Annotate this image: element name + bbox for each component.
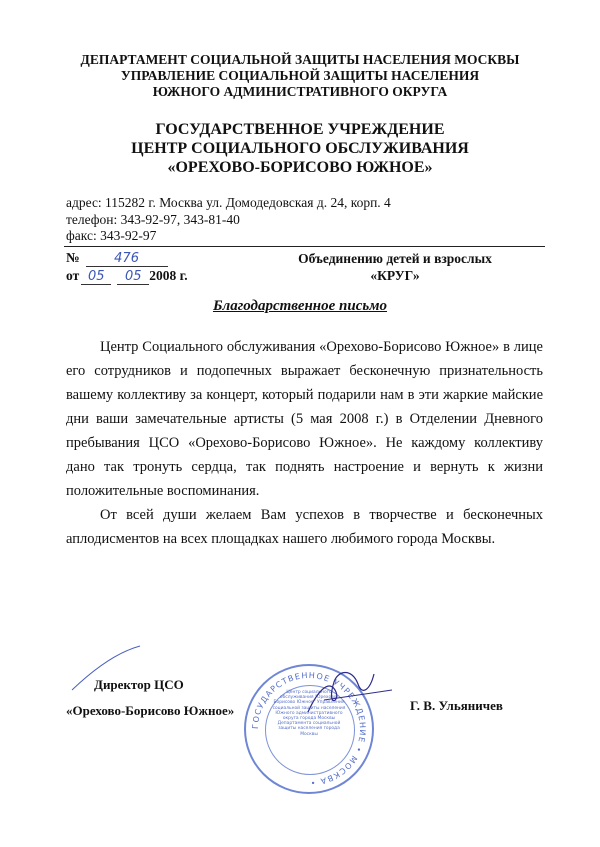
address-line: адрес: 115282 г. Москва ул. Домодедовская д. 24, корп. 4 xyxy=(66,195,391,210)
institution-header xyxy=(20,120,580,177)
header-divider xyxy=(64,246,545,247)
phone-line: телефон: 343-92-97, 343-81-40 xyxy=(66,211,240,227)
department-line: УПРАВЛЕНИЕ СОЦИАЛЬНОЙ ЗАЩИТЫ НАСЕЛЕНИЯ xyxy=(120,68,480,83)
signer-name: Г. В. Ульяничев xyxy=(410,698,503,713)
registration-number xyxy=(66,250,168,267)
handwritten-number: 476 xyxy=(86,252,168,267)
handwritten-month: 05 xyxy=(117,270,149,285)
fax-line: факс: 343-92-97 xyxy=(66,228,157,243)
handwritten-day: 05 xyxy=(81,270,111,285)
role-line: «Орехово-Борисово Южное» xyxy=(66,703,235,718)
body-paragraph: От всей души желаем Вам успехов в творчестве и бесконечных аплодисментов на всех площадках нашего любимого города Москвы. xyxy=(66,507,543,547)
letter-title: Благодарственное письмо xyxy=(212,298,388,314)
addressee-line: Объединению детей и взрослых xyxy=(298,251,492,266)
body-paragraph: Центр Социального обслуживания «Орехово-Борисово Южное» в лице его сотрудников и подопечных выражает бесконечную признательность вашему коллективу за концерт, который подарили нам в эти жаркие майские дни ваши замечательные артисты (5 мая 2008 г.) в Отделении Дневного пребывания ЦСО «Орехово-Борисово Южное». Не каждому коллективу дано так тронуть сердца, так поднять настроение и вернуть к жизни положительные воспоминания. xyxy=(66,339,543,499)
department-header xyxy=(20,52,580,100)
stamp-center-text: Центр социального обслуживания "Орехово-Борисово Южное" Управления социальной защиты населения Южного административного округа города Москвы Департамента социальной защиты населения города Москвы xyxy=(272,690,346,737)
institution-line: «ОРЕХОВО-БОРИСОВО ЮЖНОЕ» xyxy=(167,159,433,176)
registration-date xyxy=(66,268,188,285)
stamp-ring-text: ГОСУДАРСТВЕННОЕ УЧРЕЖДЕНИЕ • МОСКВА • xyxy=(250,670,368,788)
department-line: ДЕПАРТАМЕНТ СОЦИАЛЬНОЙ ЗАЩИТЫ НАСЕЛЕНИЯ МОСКВЫ xyxy=(80,52,520,67)
letter-body xyxy=(66,335,543,551)
number-label: № xyxy=(66,250,80,265)
addressee-block xyxy=(250,250,540,284)
year-label: 2008 г. xyxy=(149,268,188,283)
date-label: от xyxy=(66,268,80,283)
institution-line: ГОСУДАРСТВЕННОЕ УЧРЕЖДЕНИЕ xyxy=(155,121,445,138)
addressee-line: «КРУГ» xyxy=(370,268,420,283)
institution-line: ЦЕНТР СОЦИАЛЬНОГО ОБСЛУЖИВАНИЯ xyxy=(131,140,469,157)
signer-role xyxy=(66,672,286,724)
role-line: Директор ЦСО xyxy=(94,677,184,692)
department-line: ЮЖНОГО АДМИНИСТРАТИВНОГО ОКРУГА xyxy=(152,84,448,99)
contact-block xyxy=(66,195,546,245)
